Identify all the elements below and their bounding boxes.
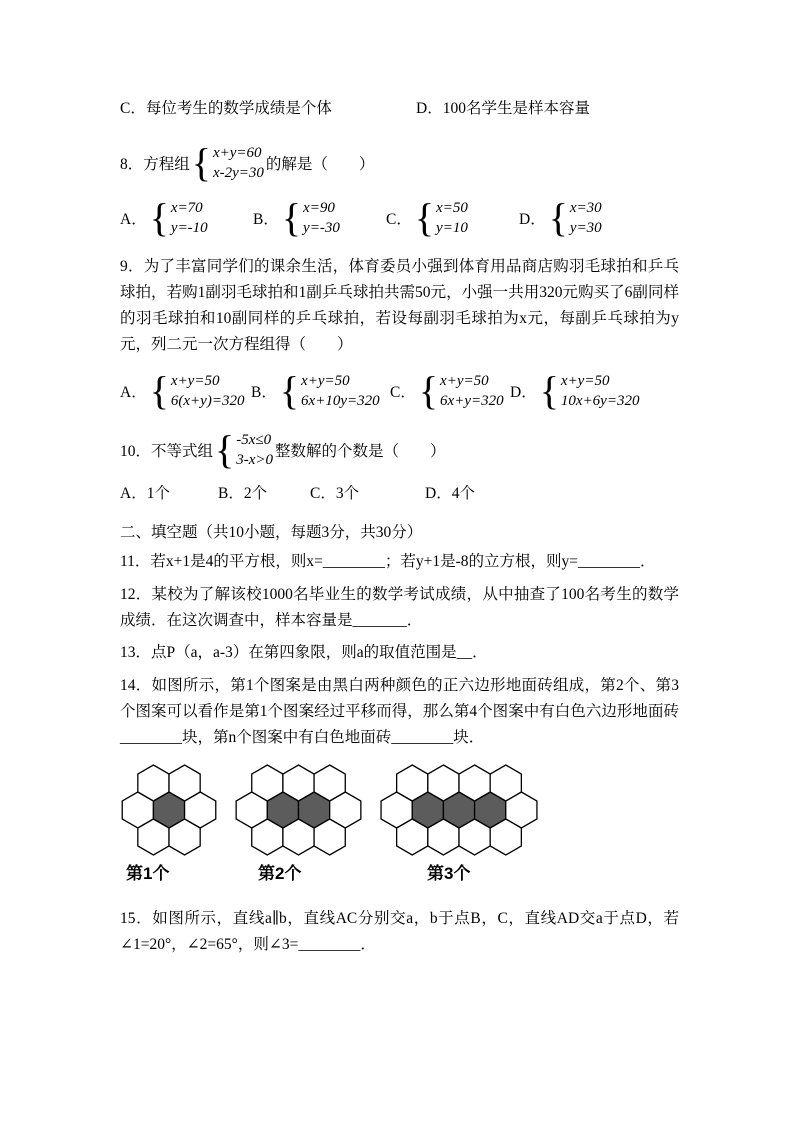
equation: x=30 — [569, 200, 602, 216]
equation: x-2y=30 — [212, 165, 264, 181]
q8-option-d — [519, 195, 604, 240]
question-8-stem — [120, 140, 679, 186]
q10-prefix: 10．不等式组 — [120, 443, 214, 460]
option-label: A． — [120, 211, 147, 228]
q10-option-b: B．2个 — [218, 485, 268, 502]
hex-pattern-svg — [234, 763, 363, 857]
option-label: B． — [253, 211, 279, 228]
q9-option-b — [251, 368, 390, 413]
equation: x=50 — [436, 200, 468, 216]
q10-option-c: C．3个 — [310, 485, 360, 502]
equation: x+y=50 — [301, 373, 350, 389]
q8-prefix: 8．方程组 — [120, 156, 190, 173]
brace: { — [279, 368, 300, 413]
equation: 6x+y=320 — [440, 393, 504, 409]
equation: y=10 — [436, 220, 468, 236]
question-9-options — [120, 368, 679, 413]
option-label: A． — [120, 384, 147, 401]
equation: x+y=50 — [560, 373, 610, 389]
option-label: C． — [386, 211, 412, 228]
brace: { — [215, 427, 235, 472]
q7-options-row — [120, 96, 679, 122]
q9-option-a — [120, 368, 251, 413]
option-label: C． — [390, 384, 416, 401]
equation: y=-30 — [303, 220, 340, 236]
question-12: 12．某校为了解该校1000名毕业生的数学考试成绩，从中抽查了100名考生的数学成绩．在这次调查中，样本容量是_______． — [120, 586, 679, 629]
hex-pattern-3 — [379, 763, 539, 884]
inequality: 3-x>0 — [236, 452, 273, 468]
q10-inequality-system — [215, 427, 273, 472]
pattern-3-label: 第3个 — [427, 864, 471, 883]
equation: 6x+10y=320 — [301, 393, 380, 409]
q14-hexagon-figure — [120, 763, 679, 884]
brace: { — [191, 140, 211, 185]
option-label: D． — [510, 384, 537, 401]
equation: 10x+6y=320 — [560, 393, 640, 409]
brace: { — [539, 368, 559, 413]
equation: x+y=60 — [212, 145, 262, 161]
q9-option-d — [510, 368, 641, 413]
brace: { — [418, 368, 439, 413]
pattern-1-label: 第1个 — [126, 864, 170, 883]
q8-option-c — [386, 195, 519, 240]
q7-option-c: C．每位考生的数学成绩是个体 — [120, 100, 332, 117]
q8-option-a — [120, 195, 253, 240]
q9-option-c — [390, 368, 510, 413]
hex-pattern-svg — [379, 763, 539, 857]
q10-option-a: A．1个 — [120, 485, 170, 502]
question-9-stem: 9．为了丰富同学们的课余生活，体育委员小强到体育用品商店购羽毛球拍和乒乓球拍，若购1副羽毛球拍和1副乒乓球拍共需50元，小强一共用320元购买了6副同样的羽毛球拍和10副同样的乒乓球拍，若设每副羽毛球拍为x元，每副乒乓球拍为y元，列二元一次方程组得（ ） — [120, 258, 679, 353]
inequality: -5x≤0 — [236, 432, 272, 448]
question-8-options — [120, 195, 679, 240]
equation: 6(x+y)=320 — [170, 393, 245, 409]
question-14: 14．如图所示，第1个图案是由黑白两种颜色的正六边形地面砖组成，第2个、第3个图案可以看作是第1个图案经过平移而得，那么第4个图案中有白色六边形地面砖________块，第n个图案中有白色地面砖________块． — [120, 677, 679, 746]
option-label: B． — [251, 384, 277, 401]
equation: x=70 — [170, 200, 203, 216]
brace: { — [149, 368, 169, 413]
q8-option-b — [253, 195, 386, 240]
q8-suffix: 的解是（ ） — [265, 156, 375, 173]
question-10-options — [120, 481, 679, 507]
equation: y=30 — [569, 220, 602, 236]
q7-option-d: D．100名学生是样本容量 — [416, 100, 590, 117]
question-15: 15．如图所示，直线a∥b，直线AC分别交a，b于点B，C，直线AD交a于点D，若∠1=20°，∠2=65°，则∠3=________． — [120, 910, 679, 953]
equation: x=90 — [303, 200, 335, 216]
hex-pattern-svg — [120, 763, 218, 857]
equation: y=-10 — [170, 220, 208, 236]
pattern-2-label: 第2个 — [258, 864, 302, 883]
brace: { — [414, 195, 435, 240]
brace: { — [548, 195, 568, 240]
question-13: 13．点P（a，a-3）在第四象限，则a的取值范围是__． — [120, 644, 488, 661]
q10-option-d: D．4个 — [425, 485, 475, 502]
hex-pattern-1 — [120, 763, 218, 884]
q10-suffix: 整数解的个数是（ ） — [275, 443, 446, 460]
option-label: D． — [519, 211, 546, 228]
question-11: 11．若x+1是4的平方根，则x=________；若y+1是-8的立方根，则y=________． — [120, 553, 656, 570]
equation: x+y=50 — [170, 373, 220, 389]
equation: x+y=50 — [440, 373, 489, 389]
brace: { — [281, 195, 302, 240]
section-2-title: 二、填空题（共10小题，每题3分，共30分） — [120, 524, 423, 541]
hex-pattern-2 — [234, 763, 363, 884]
question-10-stem — [120, 427, 679, 473]
brace: { — [149, 195, 169, 240]
q8-equation-system — [191, 140, 264, 185]
